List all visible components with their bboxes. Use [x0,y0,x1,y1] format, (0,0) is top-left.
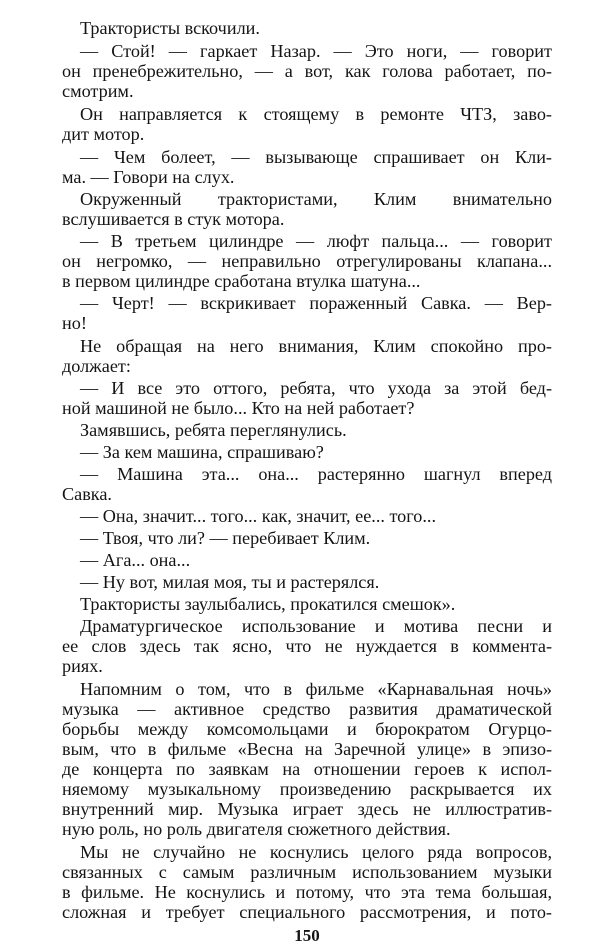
text-line: музыка — активное средство развития драматической [62,699,552,719]
text-line: Не обращая на него внимания, Клим спокойно про- [80,336,552,356]
text-line: дит мотор. [62,124,145,144]
text-line: — И все это оттого, ребята, что ухода за этой бед- [80,378,552,398]
text-line: — Черт! — вскрикивает пораженный Савка. — Вер- [80,293,552,313]
text-line: Напомним о том, что в фильме «Карнавальная ночь» [80,679,552,699]
text-line: борьбы между комсомольцами и бюрократом Огурцо- [62,719,552,739]
text-line: Он направляется к стоящему в ремонте ЧТЗ, заво- [80,104,552,124]
text-line: Драматургическое использование и мотива песни и [80,616,552,636]
text-line: — Ага... она... [80,550,191,570]
book-page [62,0,552,950]
text-line: сложная и требует специального рассмотрения, и пото- [62,902,552,922]
text-line: смотрим. [62,81,134,101]
text-line: Окруженный трактористами, Клим внимательно [80,189,552,209]
text-line: ма. — Говори на слух. [62,167,235,187]
text-line: в фильме. Не коснулись и потому, что эта тема большая, [62,882,552,902]
text-line: связанных с самым различным использованием музыки [62,862,552,882]
text-line: ную роль, но роль двигателя сюжетного действия. [62,819,451,839]
text-line: он пренебрежительно, — а вот, как голова работает, по- [62,61,552,81]
text-line: в первом цилиндре сработана втулка шатуна... [62,271,421,291]
text-line: — Ну вот, милая моя, ты и растерялся. [80,572,380,592]
text-line: вым, что в фильме «Весна на Заречной улице» в эпизо- [62,739,552,759]
text-line: внутренний мир. Музыка играет здесь не иллюстратив- [62,799,552,819]
text-line: Замявшись, ребята переглянулись. [80,420,347,440]
text-line: вслушивается в стук мотора. [62,209,285,229]
text-line: Трактористы вскочили. [80,18,260,38]
text-line: риях. [62,656,103,676]
text-line: Савка. [62,484,112,504]
text-line: ной машиной не было... Кто на ней работает? [62,398,415,418]
text-line: няемому музыкальному произведению раскрывается их [62,779,552,799]
text-line: ее слов здесь так ясно, что не нуждается в коммента- [62,636,552,656]
text-line: — Она, значит... того... как, значит, ее... того... [80,506,437,526]
text-line: — В третьем цилиндре — люфт пальца... — говорит [80,231,552,251]
text-line: — Стой! — гаркает Назар. — Это ноги, — говорит [80,41,552,61]
text-line: Трактористы заулыбались, прокатился смешок». [80,594,456,614]
text-line: де концерта по заявкам на отношении героев к испол- [62,759,552,779]
text-line: — Твоя, что ли? — перебивает Клим. [80,528,371,548]
text-line: — Машина эта... она... растерянно шагнул вперед [80,464,552,484]
text-line: Мы не случайно не коснулись целого ряда вопросов, [80,842,552,862]
text-line: он негромко, — неправильно отрегулированы клапана... [62,251,552,271]
page-number: 150 [294,926,320,945]
text-line: но! [62,313,87,333]
text-line: — За кем машина, спрашиваю? [80,442,324,462]
text-line: — Чем болеет, — вызывающе спрашивает он Кли- [80,147,552,167]
text-line: должает: [62,356,131,376]
